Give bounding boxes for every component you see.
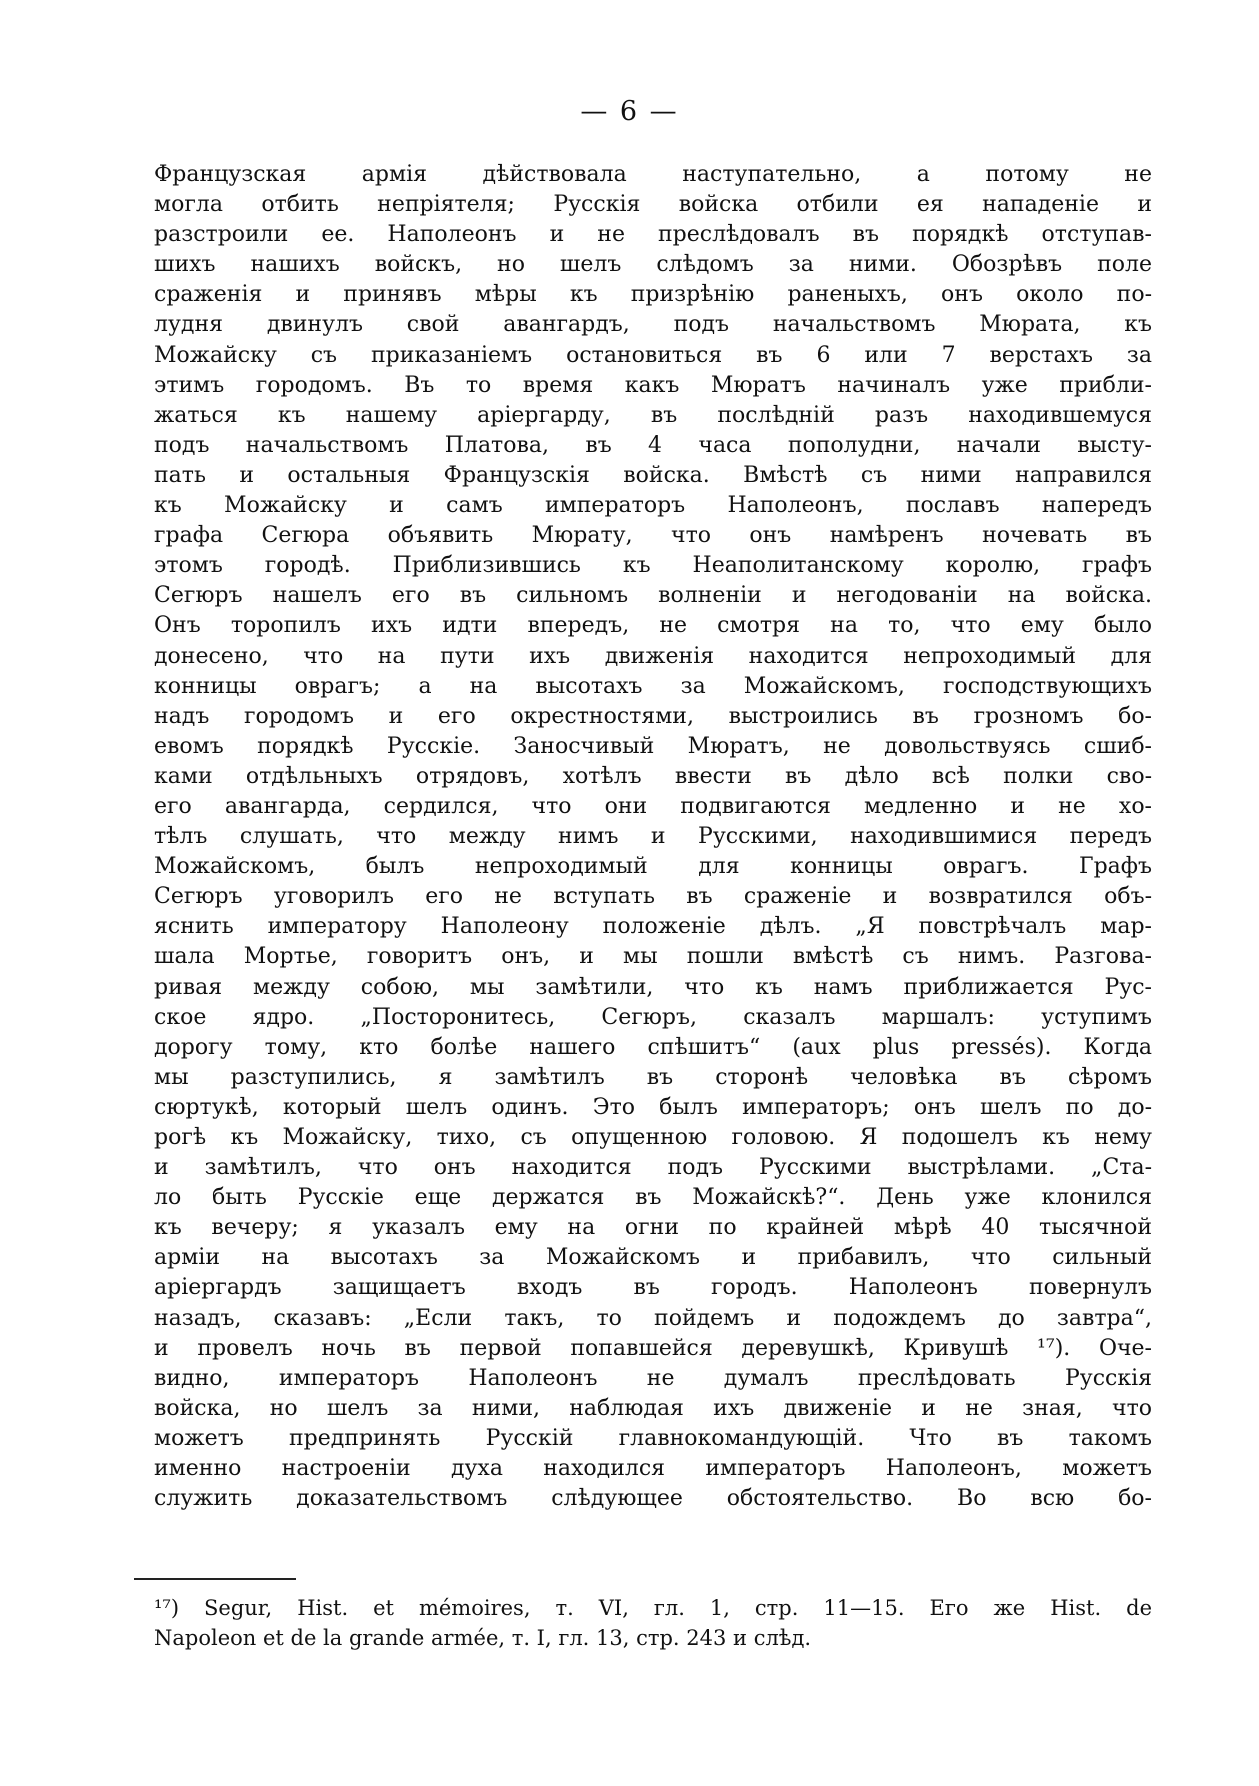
text-line: и замѣтилъ, что онъ находится подъ Русскими выстрѣлами. „Ста- [154,1155,1152,1181]
text-line: сюртукѣ, который шелъ одинъ. Это былъ императоръ; онъ шелъ по до- [154,1094,1152,1120]
text-line: ло быть Русскіе еще держатся въ Можайскѣ?“. День уже клонился [154,1185,1152,1211]
footnote-line: Napoleon et de la grande armée, т. I, гл. 13, стр. 243 и слѣд. [154,1626,812,1650]
text-line: евомъ порядкѣ Русскіе. Заносчивый Мюратъ, не довольствуясь сшиб- [154,733,1152,759]
footnote-divider [134,1578,296,1580]
text-line: конницы оврагъ; а на высотахъ за Можайскомъ, господствующихъ [154,673,1152,699]
text-line: Онъ торопилъ ихъ идти впередъ, не смотря на то, что ему было [154,613,1152,639]
text-line: подъ начальствомъ Платова, въ 4 часа пополудни, начали высту- [154,432,1152,458]
text-line: Можайску съ приказаніемъ остановиться въ 6 или 7 верстахъ за [154,342,1152,368]
text-line: рогѣ къ Можайску, тихо, съ опущенною головою. Я подошелъ къ нему [154,1125,1152,1150]
footnote [154,1593,1152,1653]
text-line: шихъ нашихъ войскъ, но шелъ слѣдомъ за ними. Обозрѣвъ поле [154,252,1152,278]
text-line: этимъ городомъ. Въ то время какъ Мюратъ начиналъ уже прибли- [154,372,1152,398]
text-line: дорогу тому, кто болѣе нашего спѣшитъ“ (aux plus pressés). Когда [154,1034,1152,1060]
text-line: сраженія и принявъ мѣры къ призрѣнію раненыхъ, онъ около по- [154,282,1152,308]
text-line: Сегюръ нашелъ его въ сильномъ волненіи и негодованіи на войска. [154,583,1152,609]
text-line: донесено, что на пути ихъ движенія находится непроходимый для [154,643,1152,669]
text-line: графа Сегюра объявить Мюрату, что онъ намѣренъ ночевать въ [154,523,1152,549]
text-line: Сегюръ уговорилъ его не вступать въ сраженіе и возвратился объ- [154,884,1152,910]
text-line: его авангарда, сердился, что они подвигаются медленно и не хо- [154,793,1152,819]
text-line: арміи на высотахъ за Можайскомъ и прибавилъ, что сильный [154,1245,1152,1271]
text-line: яснить императору Наполеону положеніе дѣлъ. „Я повстрѣчалъ мар- [154,914,1152,940]
text-line: служить доказательствомъ слѣдующее обстоятельство. Во всю бо- [154,1486,1152,1512]
text-line: ками отдѣльныхъ отрядовъ, хотѣлъ ввести въ дѣло всѣ полки сво- [154,763,1152,789]
text-line: Французская армія дѣйствовала наступательно, а потому не [154,162,1152,187]
text-line: ское ядро. „Посторонитесь, Сегюръ, сказалъ маршалъ: уступимъ [154,1004,1152,1030]
text-line: къ Можайску и самъ императоръ Наполеонъ, пославъ напередъ [154,493,1152,519]
text-line: тѣлъ слушать, что между нимъ и Русскими, находившимися передъ [154,824,1152,850]
text-line: аріергардъ защищаетъ входъ въ городъ. Наполеонъ повернулъ [154,1275,1152,1301]
footnote-line: ¹⁷) Segur, Hist. et mémoires, т. VI, гл. 1, стр. 11—15. Его же Hist. de [154,1596,1152,1620]
text-line: этомъ городѣ. Приблизившись къ Неаполитанскому королю, графъ [154,553,1152,579]
text-line: шала Мортье, говоритъ онъ, и мы пошли вмѣстѣ съ нимъ. Разгова- [154,944,1152,970]
text-line: жаться къ нашему аріергарду, въ послѣдній разъ находившемуся [154,402,1152,428]
text-line: пать и остальныя Французскія войска. Вмѣстѣ съ ними направился [154,462,1152,488]
body-text [154,160,1152,1514]
text-line: лудня двинулъ свой авангардъ, подъ начальствомъ Мюрата, къ [154,312,1152,338]
text-line: Можайскомъ, былъ непроходимый для конницы оврагъ. Графъ [154,854,1152,880]
text-line: мы разступились, я замѣтилъ въ сторонѣ человѣка въ сѣромъ [154,1064,1152,1090]
text-line: можетъ предпринять Русскій главнокомандующій. Что въ такомъ [154,1425,1152,1451]
text-line: именно настроеніи духа находился императоръ Наполеонъ, можетъ [154,1456,1152,1482]
text-line: могла отбить непріятеля; Русскія войска отбили ея нападеніе и [154,192,1152,218]
text-line: видно, императоръ Наполеонъ не думалъ преслѣдовать Русскія [154,1365,1152,1391]
text-line: разстроили ее. Наполеонъ и не преслѣдовалъ въ порядкѣ отступав- [154,222,1152,248]
text-line: назадъ, сказавъ: „Если такъ, то пойдемъ и подождемъ до завтра“, [154,1305,1152,1331]
text-line: къ вечеру; я указалъ ему на огни по крайней мѣрѣ 40 тысячной [154,1215,1152,1241]
text-line: надъ городомъ и его окрестностями, выстроились въ грозномъ бо- [154,703,1152,729]
text-line: ривая между собою, мы замѣтили, что къ намъ приближается Рус- [154,974,1152,1000]
text-line: и провелъ ночь въ первой попавшейся деревушкѣ, Кривушѣ ¹⁷). Оче- [154,1335,1152,1361]
page-number: — 6 — [580,96,679,127]
text-line: войска, но шелъ за ними, наблюдая ихъ движеніе и не зная, что [154,1395,1152,1421]
